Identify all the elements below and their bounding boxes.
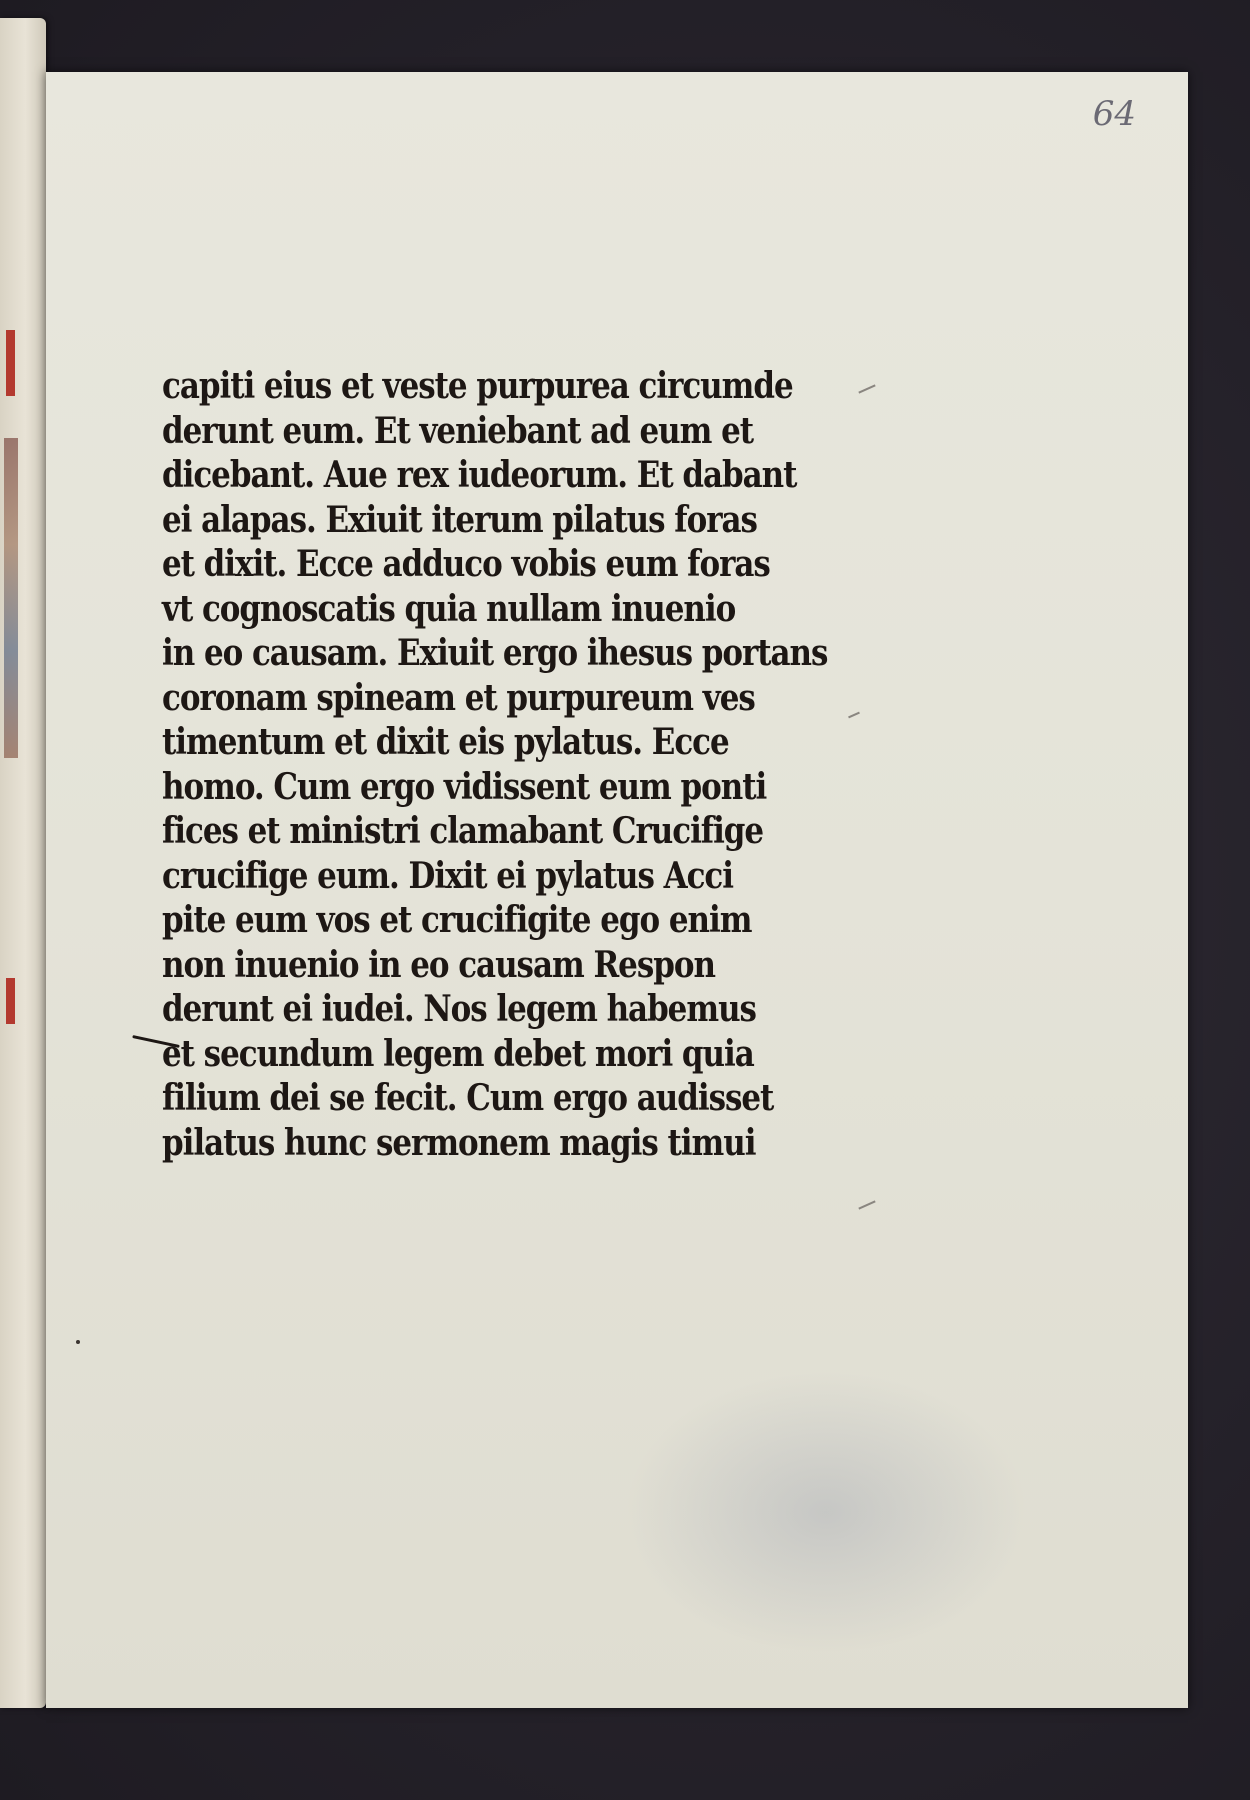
text-line: derunt eum. Et veniebant ad eum et bbox=[162, 409, 754, 452]
text-line: crucifige eum. Dixit ei pylatus Acci bbox=[162, 854, 733, 897]
previous-page-edge bbox=[0, 18, 46, 1708]
text-line: dicebant. Aue rex iudeorum. Et dabant bbox=[162, 454, 797, 496]
folio-number: 64 bbox=[1092, 94, 1136, 134]
rubric-initial bbox=[6, 978, 15, 1024]
text-line: non inuenio in eo causam Respon bbox=[162, 943, 715, 986]
text-line: derunt ei iudei. Nos legem habemus bbox=[162, 988, 756, 1030]
rubric-initial bbox=[6, 330, 15, 396]
manuscript-folio bbox=[46, 72, 1188, 1708]
text-line: ei alapas. Exiuit iterum pilatus foras bbox=[162, 498, 757, 541]
text-line: filium dei se fecit. Cum ergo audisset bbox=[162, 1077, 774, 1119]
text-line: in eo causam. Exiuit ergo ihesus portans bbox=[162, 632, 828, 674]
text-line: vt cognoscatis quia nullam inuenio bbox=[162, 587, 736, 630]
miniature-fragment bbox=[4, 438, 18, 758]
text-line: timentum et dixit eis pylatus. Ecce bbox=[162, 721, 729, 763]
ink-speck bbox=[76, 1340, 80, 1344]
text-block bbox=[162, 364, 882, 1165]
ruling-mark bbox=[858, 1200, 875, 1209]
text-line: capiti eius et veste purpurea circumde bbox=[162, 365, 793, 407]
text-line: homo. Cum ergo vidissent eum ponti bbox=[162, 765, 767, 808]
text-line: et dixit. Ecce adduco vobis eum foras bbox=[162, 543, 770, 585]
text-line: coronam spineam et purpureum ves bbox=[162, 676, 755, 719]
text-line: et secundum legem debet mori quia bbox=[162, 1032, 754, 1075]
text-line: pilatus hunc sermonem magis timui bbox=[162, 1121, 756, 1164]
text-line: pite eum vos et crucifigite ego enim bbox=[162, 899, 752, 941]
text-line: fices et ministri clamabant Crucifige bbox=[162, 810, 764, 852]
